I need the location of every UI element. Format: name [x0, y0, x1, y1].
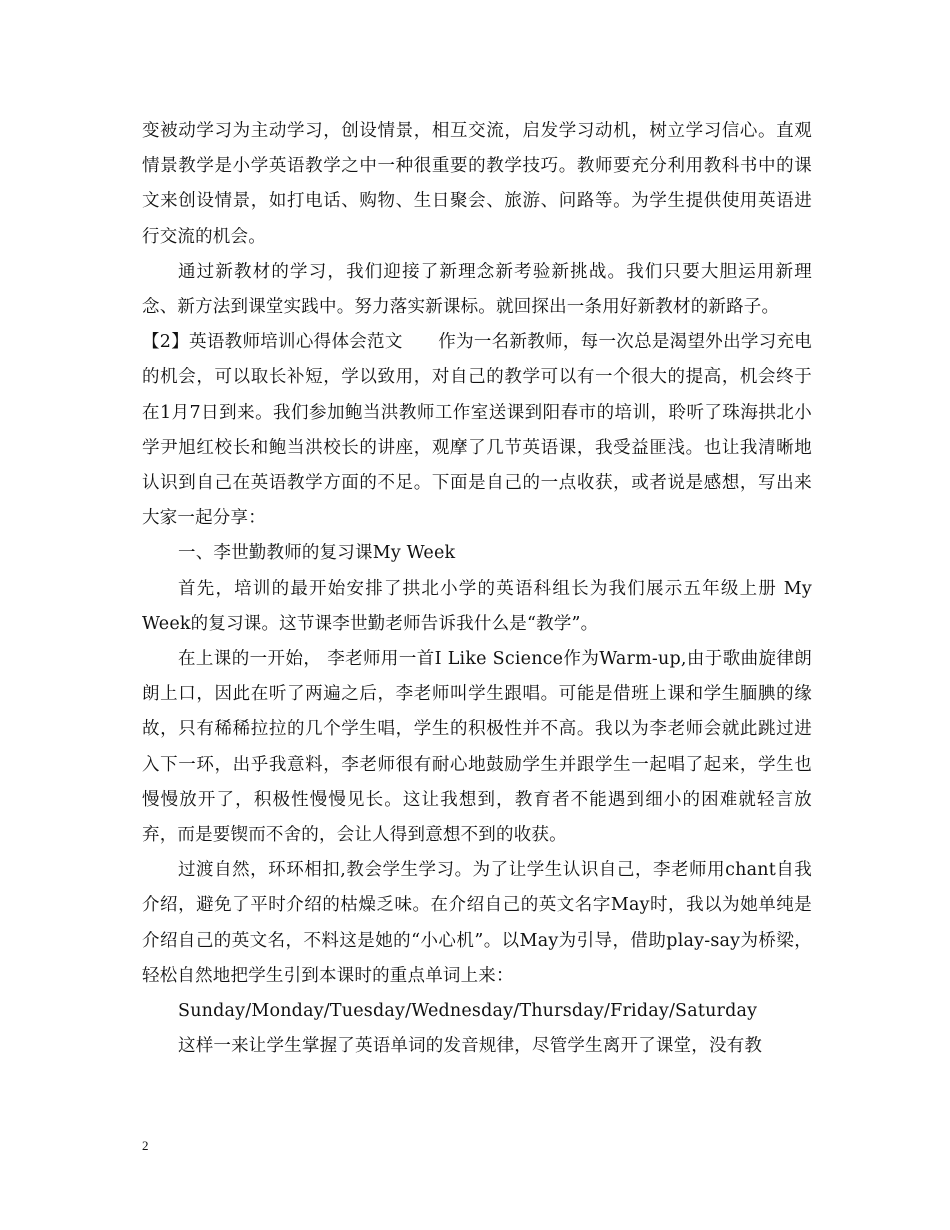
- paragraph-new-textbook: 通过新教材的学习，我们迎接了新理念新考验新挑战。我们只要大胆运用新理念、新方法到课堂实践中。努力落实新课标。就回探出一条用好新教材的新路子。: [142, 261, 812, 318]
- paragraph-intro: 变被动学习为主动学习，创设情景，相互交流，启发学习动机，树立学习信心。直观情景教学是小学英语教学之中一种很重要的教学技巧。教师要充分利用教科书中的课文来创设情景，如打电话、购物、生日聚会、旅游、问路等。为学生提供使用英语进行交流的机会。: [142, 121, 812, 247]
- page-number: 2: [142, 1138, 149, 1153]
- paragraph-pronunciation: 这样一来让学生掌握了英语单词的发音规律，尽管学生离开了课堂，没有教: [178, 1036, 763, 1057]
- section-heading-my-week: 一、李世勤教师的复习课My Week: [178, 543, 456, 564]
- paragraph-transition: 过渡自然，环环相扣,教会学生学习。为了让学生认识自己，李老师用chant自我介绍，避免了平时介绍的枯燥乏味。在介绍自己的英文名字May时，我以为她单纯是介绍自己的英文名，不料这是她的“小心机”。以May为引导，借助play-say为桥梁，轻松自然地把学生引到本课时的重点单词上来：: [142, 860, 812, 986]
- paragraph-weekdays: Sunday/Monday/Tuesday/Wednesday/Thursday/Friday/Saturday: [178, 1001, 758, 1022]
- paragraph-warm-up: 在上课的一开始， 李老师用一首I Like Science作为Warm-up,由于歌曲旋律朗朗上口，因此在听了两遍之后，李老师叫学生跟唱。可能是借班上课和学生腼腆的缘故，只有稀稀拉拉的几个学生唱，学生的积极性并不高。我以为李老师会就此跳过进入下一环，出乎我意料，李老师很有耐心地鼓励学生并跟学生一起唱了起来，学生也慢慢放开了，积极性慢慢见长。这让我想到，教育者不能遇到细小的困难就轻言放弃，而是要锲而不舍的，会让人得到意想不到的收获。: [142, 649, 812, 846]
- paragraph-section-2: 【2】英语教师培训心得体会范文 作为一名新教师，每一次总是渴望外出学习充电的机会，可以取长补短，学以致用，对自己的教学可以有一个很大的提高，机会终于在1月7日到来。我们参加鲍当洪教师工作室送课到阳春市的培训，聆听了珠海拱北小学尹旭红校长和鲍当洪校长的讲座，观摩了几节英语课，我受益匪浅。也让我清晰地认识到自己在英语教学方面的不足。下面是自己的一点收获，或者说是感想，写出来大家一起分享：: [142, 332, 812, 529]
- paragraph-training-start: 首先，培训的最开始安排了拱北小学的英语科组长为我们展示五年级上册 My Week的复习课。这节课李世勤老师告诉我什么是“教学”。: [142, 578, 812, 634]
- body-text: [142, 114, 812, 1064]
